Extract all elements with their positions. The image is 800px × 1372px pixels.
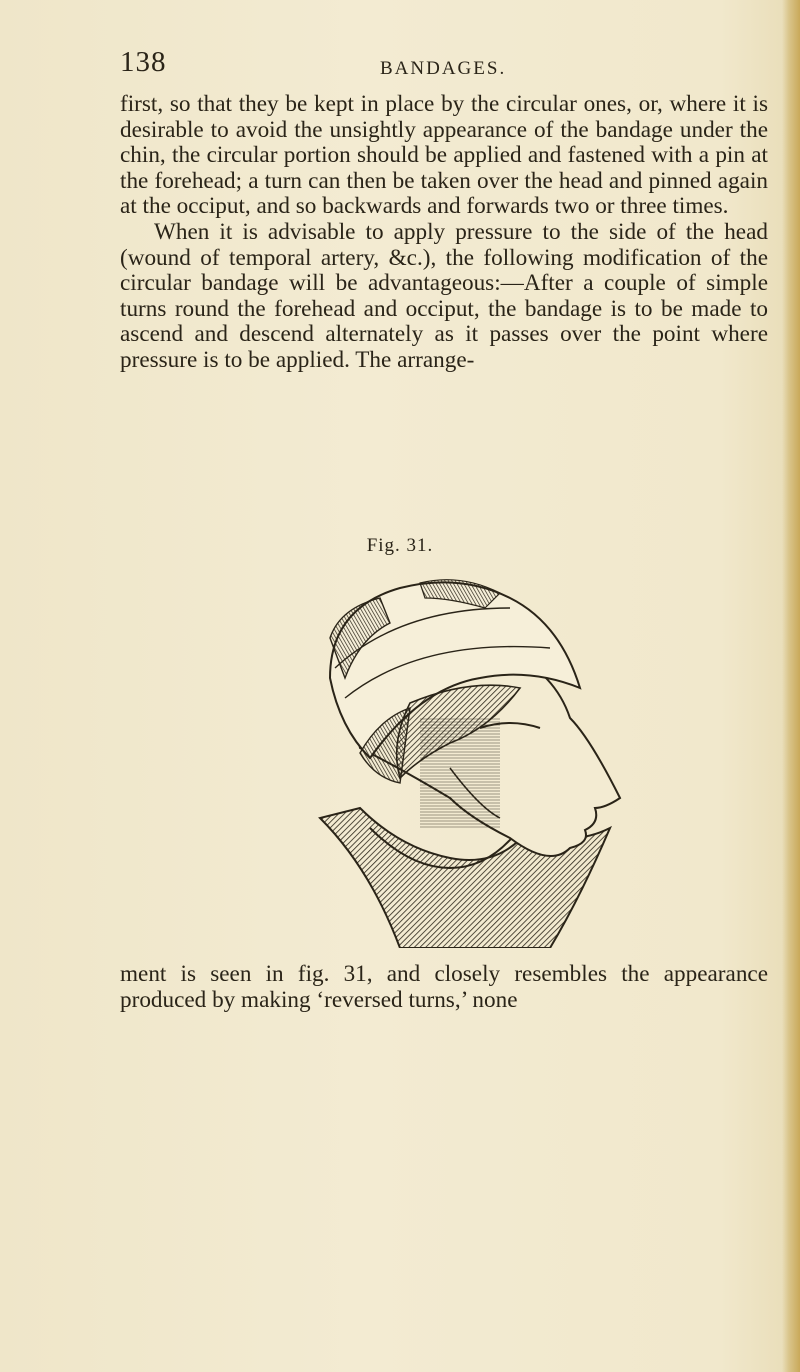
page-number: 138 [120, 46, 167, 78]
body-text-top [120, 92, 768, 374]
bandaged-head-illustration [250, 568, 650, 948]
paragraph: first, so that they be kept in place by the circular ones, or, where it is desirable to avoid the unsightly appearance of the bandage under the chin, the circular portion should be applied and fastened with a pin at the forehead; a turn can then be taken over the head and pinned again at the occiput, and so backwards and forwards two or three times. [120, 91, 768, 220]
paragraph: ment is seen in fig. 31, and closely resembles the appearance produced by making ‘reversed turns,’ none [120, 961, 768, 1013]
paragraph: When it is advisable to apply pressure to the side of the head (wound of temporal artery, &c.), the following modification of the circular bandage will be advantageous:—After a couple of simple turns round the forehead and occiput, the bandage is to be made to ascend and descend alternately as it passes over the point where pressure is to be applied. The arrange- [120, 218, 768, 373]
running-head: BANDAGES. [380, 58, 507, 79]
page-header [120, 46, 780, 86]
body-text-bottom [120, 962, 768, 1013]
figure-caption: Fig. 31. [366, 535, 434, 556]
page-edge [782, 0, 800, 1372]
